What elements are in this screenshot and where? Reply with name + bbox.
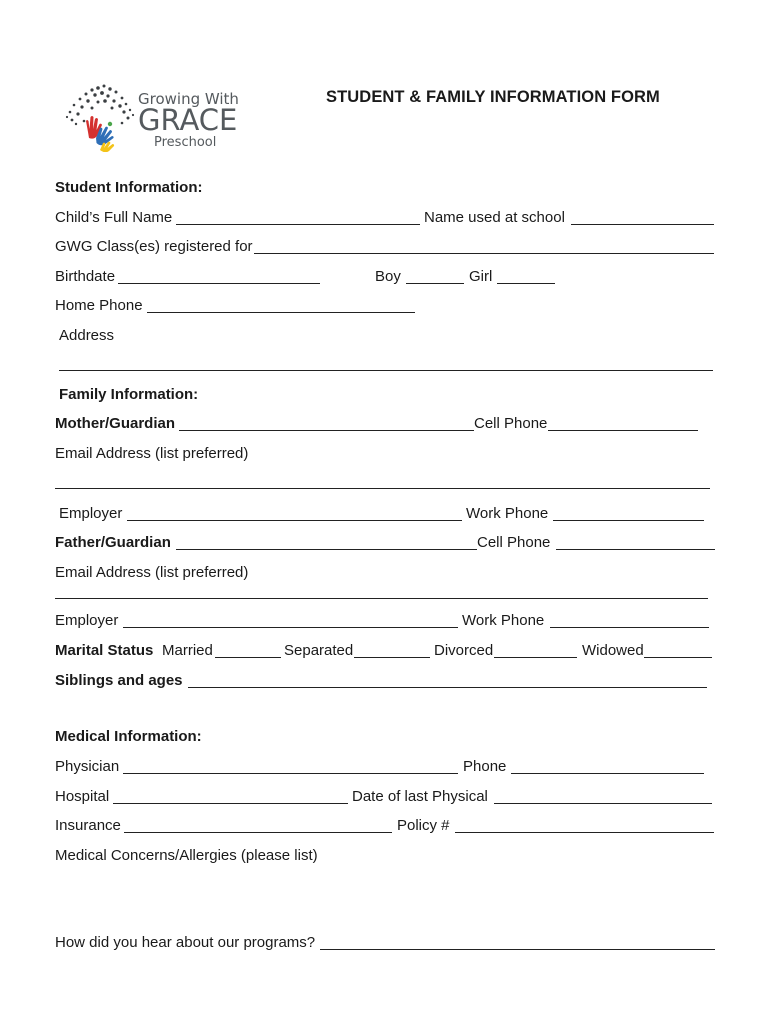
logo-line-1: Growing With — [138, 90, 239, 108]
birthdate-label: Birthdate — [55, 268, 116, 285]
home-phone-field[interactable] — [147, 312, 415, 313]
marital-status-label: Marital Status — [55, 642, 154, 659]
last-physical-label: Date of last Physical — [352, 788, 488, 805]
physician-label: Physician — [55, 758, 120, 775]
growing-with-grace-logo — [58, 80, 248, 152]
father-guardian-label: Father/Guardian — [55, 534, 171, 551]
policy-number-label: Policy # — [397, 817, 450, 834]
mother-guardian-field[interactable] — [179, 430, 474, 431]
boy-label: Boy — [375, 268, 401, 285]
birthdate-field[interactable] — [118, 283, 320, 284]
medical-section-heading: Medical Information: — [55, 728, 202, 745]
address-label: Address — [59, 327, 115, 344]
child-full-name-field[interactable] — [176, 224, 420, 225]
last-physical-field[interactable] — [494, 803, 712, 804]
mother-email-field[interactable] — [55, 488, 710, 489]
mother-work-phone-field[interactable] — [553, 520, 704, 521]
widowed-label: Widowed — [582, 642, 644, 659]
how-heard-field[interactable] — [320, 949, 715, 950]
school-name-label: Name used at school — [424, 209, 565, 226]
school-name-field[interactable] — [571, 224, 714, 225]
father-cell-phone-field[interactable] — [556, 549, 715, 550]
physician-phone-field[interactable] — [511, 773, 704, 774]
mother-cell-phone-label: Cell Phone — [474, 415, 548, 432]
logo-line-2: GRACE — [138, 103, 238, 137]
siblings-field[interactable] — [188, 687, 707, 688]
tree-dots-icon — [66, 85, 134, 126]
father-employer-field[interactable] — [123, 627, 458, 628]
father-email-field[interactable] — [55, 598, 708, 599]
father-employer-label: Employer — [55, 612, 119, 629]
student-section-heading: Student Information: — [55, 179, 203, 196]
father-email-label: Email Address (list preferred) — [55, 564, 249, 581]
child-full-name-label: Child’s Full Name — [55, 209, 173, 226]
girl-label: Girl — [469, 268, 493, 285]
medical-concerns-label: Medical Concerns/Allergies (please list) — [55, 847, 318, 864]
mother-employer-field[interactable] — [127, 520, 462, 521]
married-label: Married — [162, 642, 213, 659]
hospital-label: Hospital — [55, 788, 110, 805]
father-work-phone-label: Work Phone — [462, 612, 545, 629]
form-title: STUDENT & FAMILY INFORMATION FORM — [326, 88, 660, 106]
girl-field[interactable] — [497, 283, 555, 284]
divorced-field[interactable] — [494, 657, 577, 658]
policy-number-field[interactable] — [455, 832, 714, 833]
father-work-phone-field[interactable] — [550, 627, 709, 628]
separated-field[interactable] — [354, 657, 430, 658]
address-field[interactable] — [59, 370, 713, 371]
medical-concerns-area[interactable] — [55, 868, 715, 926]
mother-work-phone-label: Work Phone — [466, 505, 549, 522]
classes-registered-label: GWG Class(es) registered for — [55, 238, 253, 255]
father-guardian-field[interactable] — [176, 549, 477, 550]
siblings-label: Siblings and ages — [55, 672, 183, 689]
logo-line-3: Preschool — [154, 135, 217, 150]
painted-hands-icon — [86, 116, 114, 152]
separated-label: Separated — [284, 642, 354, 659]
family-section-heading: Family Information: — [59, 386, 199, 403]
boy-field[interactable] — [406, 283, 464, 284]
divorced-label: Divorced — [434, 642, 494, 659]
father-cell-phone-label: Cell Phone — [477, 534, 551, 551]
mother-email-label: Email Address (list preferred) — [55, 445, 249, 462]
hospital-field[interactable] — [113, 803, 348, 804]
mother-guardian-label: Mother/Guardian — [55, 415, 176, 432]
mother-employer-label: Employer — [59, 505, 123, 522]
insurance-label: Insurance — [55, 817, 121, 834]
classes-registered-field[interactable] — [254, 253, 714, 254]
married-field[interactable] — [215, 657, 281, 658]
widowed-field[interactable] — [644, 657, 712, 658]
physician-field[interactable] — [123, 773, 458, 774]
home-phone-label: Home Phone — [55, 297, 143, 314]
mother-cell-phone-field[interactable] — [548, 430, 698, 431]
physician-phone-label: Phone — [463, 758, 507, 775]
insurance-field[interactable] — [124, 832, 392, 833]
how-heard-label: How did you hear about our programs? — [55, 934, 316, 951]
